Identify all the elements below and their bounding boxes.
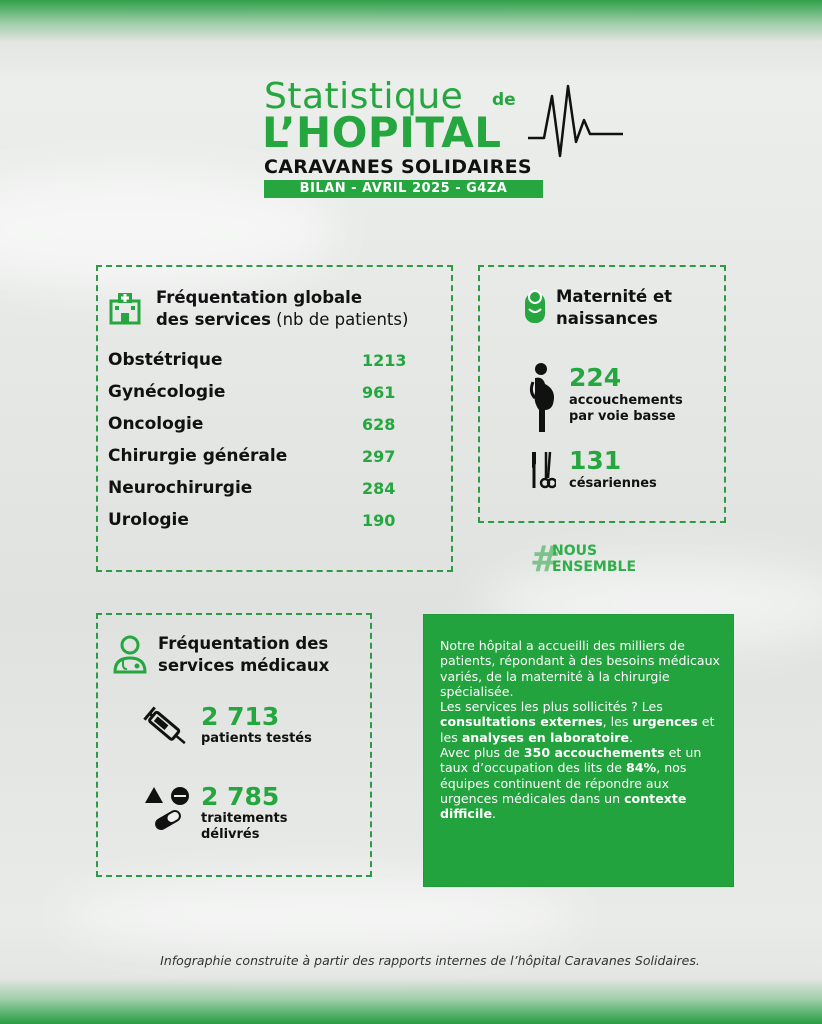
summary-urgences: urgences xyxy=(632,714,698,730)
summary-taux: 84% xyxy=(626,760,657,776)
hashtag-symbol: # xyxy=(530,539,561,580)
patients-testes-value: 2 713 xyxy=(201,702,280,731)
summary-p2g: . xyxy=(629,729,634,745)
summary-p3a: Avec plus de xyxy=(440,745,524,761)
page-header xyxy=(262,72,632,202)
hashtag-logo xyxy=(530,539,680,580)
service-label-obstetrique: Obstétrique xyxy=(108,350,223,370)
service-value-obstetrique: 1213 xyxy=(362,351,407,370)
hospital-icon xyxy=(108,289,142,325)
cesariennes-value: 131 xyxy=(569,446,622,475)
frequentation-title-unit: (nb de patients) xyxy=(270,310,409,329)
summary-text xyxy=(440,638,726,822)
pills-icon xyxy=(144,783,194,831)
traitements-label-line1: traitements xyxy=(201,811,288,826)
title-de: de xyxy=(492,90,516,110)
summary-p3g: . xyxy=(492,806,497,822)
patients-testes-label: patients testés xyxy=(201,731,312,746)
accouchements-value: 224 xyxy=(569,363,622,392)
hashtag-line2: ENSEMBLE xyxy=(552,559,637,575)
surgical-tools-icon xyxy=(528,450,556,492)
frequentation-title-line1: Fréquentation globale xyxy=(156,288,363,307)
accouchements-label-line2: par voie basse xyxy=(569,409,676,424)
doctor-icon xyxy=(112,634,148,674)
service-value-chirurgie: 297 xyxy=(362,447,396,466)
footer-note: Infographie construite à partir des rapports internes de l’hôpital Caravanes Solidaires. xyxy=(160,953,700,968)
summary-accouchements: 350 accouchements xyxy=(523,745,665,761)
maternite-title-line2: naissances xyxy=(556,309,658,328)
hashtag-line1: NOUS xyxy=(552,543,598,559)
pregnant-woman-icon xyxy=(525,362,561,436)
service-label-gynecologie: Gynécologie xyxy=(108,382,226,402)
top-green-band xyxy=(0,0,822,42)
summary-card xyxy=(423,614,734,887)
service-value-gynecologie: 961 xyxy=(362,383,396,402)
subtitle-banner: BILAN - AVRIL 2025 - G4ZA xyxy=(264,180,543,198)
service-value-neurochirurgie: 284 xyxy=(362,479,396,498)
maternite-title xyxy=(556,286,672,330)
summary-p3e: , nos équipes continuent de répondre aux urgences médicales dans un xyxy=(440,760,687,806)
summary-consultations: consultations externes xyxy=(440,714,603,730)
summary-p2a: Les services les plus sollicités ? Les xyxy=(440,699,663,715)
frequentation-title-line2: des services xyxy=(156,310,271,329)
title-hopital: L’HOPITAL xyxy=(262,108,502,157)
service-label-chirurgie: Chirurgie générale xyxy=(108,446,288,466)
summary-contexte: contexte difficile xyxy=(440,790,687,822)
accouchements-label-line1: accouchements xyxy=(569,393,683,408)
summary-p2e: et les xyxy=(440,714,715,745)
bottom-green-band xyxy=(0,978,822,1024)
service-value-urologie: 190 xyxy=(362,511,396,530)
title-caravanes: CARAVANES SOLIDAIRES xyxy=(264,156,532,178)
medical-title-line1: Fréquentation des xyxy=(158,634,329,653)
frequentation-title xyxy=(156,287,408,331)
baby-icon xyxy=(523,287,547,325)
cesariennes-label: césariennes xyxy=(569,476,657,491)
service-label-neurochirurgie: Neurochirurgie xyxy=(108,478,253,498)
syringe-icon xyxy=(142,705,194,753)
traitements-label xyxy=(201,811,287,843)
maternite-title-line1: Maternité et xyxy=(556,287,673,306)
title-statistique: Statistique xyxy=(264,76,464,117)
medical-title-line2: services médicaux xyxy=(158,656,330,675)
summary-p2c: , les xyxy=(602,714,633,730)
service-label-urologie: Urologie xyxy=(108,510,189,530)
heartbeat-icon xyxy=(528,76,623,166)
service-value-oncologie: 628 xyxy=(362,415,396,434)
traitements-value: 2 785 xyxy=(201,782,280,811)
service-label-oncologie: Oncologie xyxy=(108,414,204,434)
medical-title xyxy=(158,633,329,677)
accouchements-label xyxy=(569,393,683,425)
summary-analyses: analyses en laboratoire xyxy=(461,729,630,745)
summary-p1: Notre hôpital a accueilli des milliers de patients, répondant à des besoins médicaux variés, de la maternité à la chirurgie spécialisée. xyxy=(440,638,721,699)
summary-p3c: et un taux d’occupation des lits de xyxy=(440,745,702,776)
traitements-label-line2: délivrés xyxy=(201,827,260,842)
fabric-highlight xyxy=(60,880,580,950)
